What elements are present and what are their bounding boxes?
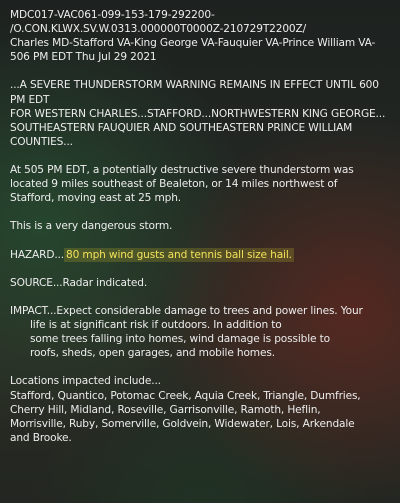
vtec-event-line: /O.CON.KLWX.SV.W.0313.000000T0000Z-210729T2200Z/ bbox=[10, 23, 307, 36]
impact-line3: some trees falling into homes, wind damage is possible to bbox=[30, 333, 330, 346]
spacer bbox=[10, 290, 396, 304]
spacer bbox=[10, 149, 396, 163]
locations-line2: Cherry Hill, Midland, Roseville, Garrisonville, Ramoth, Heflin, bbox=[10, 403, 321, 416]
storm-location-line2: located 9 miles southeast of Bealeton, or 14 miles northwest of bbox=[10, 178, 338, 191]
hazard-label: HAZARD... bbox=[10, 248, 64, 261]
counties-line: Charles MD-Stafford VA-King George VA-Fauquier VA-Prince William VA- bbox=[10, 37, 376, 50]
spacer bbox=[10, 360, 396, 374]
locations-line3: Morrisville, Ruby, Somerville, Goldvein, Widewater, Lois, Arkendale bbox=[10, 417, 355, 430]
warning-headline-line2: PM EDT bbox=[10, 93, 50, 106]
danger-statement: This is a very dangerous storm. bbox=[10, 220, 173, 233]
warning-area-line2: SOUTHEASTERN FAUQUIER AND SOUTHEASTERN PRINCE WILLIAM bbox=[10, 121, 353, 134]
issued-time-line: 506 PM EDT Thu Jul 29 2021 bbox=[10, 51, 157, 64]
warning-area-line1: FOR WESTERN CHARLES...STAFFORD...NORTHWESTERN KING GEORGE... bbox=[10, 107, 386, 120]
storm-location-line1: At 505 PM EDT, a potentially destructive severe thunderstorm was bbox=[10, 164, 354, 177]
hazard-line bbox=[10, 248, 396, 262]
spacer bbox=[10, 234, 396, 248]
source-line: SOURCE...Radar indicated. bbox=[10, 276, 148, 289]
hazard-highlighted-text[interactable]: 80 mph wind gusts and tennis ball size hail. bbox=[66, 248, 292, 261]
warning-area-line3: COUNTIES... bbox=[10, 135, 73, 148]
spacer bbox=[10, 205, 396, 219]
impact-line1: IMPACT...Expect considerable damage to trees and power lines. Your bbox=[10, 304, 363, 317]
spacer bbox=[10, 64, 396, 78]
vtec-code-line: MDC017-VAC061-099-153-179-292200- bbox=[10, 9, 215, 21]
impact-line4: roofs, sheds, open garages, and mobile homes. bbox=[30, 347, 275, 360]
spacer bbox=[10, 262, 396, 276]
impact-line2: life is at significant risk if outdoors. In addition to bbox=[30, 319, 282, 332]
warning-headline-line1: ...A SEVERE THUNDERSTORM WARNING REMAINS IN EFFECT UNTIL 600 bbox=[10, 79, 379, 92]
storm-location-line3: Stafford, moving east at 25 mph. bbox=[10, 192, 181, 205]
alert-text-body bbox=[10, 8, 396, 445]
locations-heading: Locations impacted include... bbox=[10, 375, 161, 388]
locations-line1: Stafford, Quantico, Potomac Creek, Aquia Creek, Triangle, Dumfries, bbox=[10, 389, 361, 402]
locations-line4: and Brooke. bbox=[10, 431, 72, 444]
